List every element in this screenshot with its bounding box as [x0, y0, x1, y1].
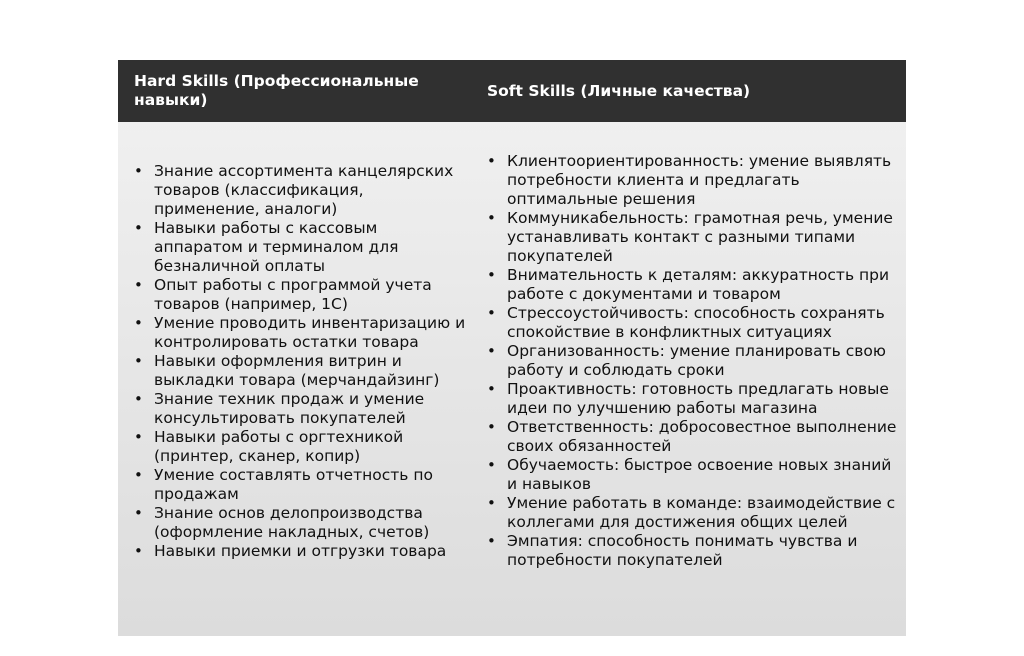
list-item	[134, 466, 470, 504]
list-item	[134, 352, 470, 390]
list-item-text: Внимательность к деталям: аккуратность при работе с документами и товаром	[507, 266, 890, 303]
list-item	[134, 390, 470, 428]
list-item-text: Навыки оформления витрин и выкладки товара (мерчандайзинг)	[154, 352, 440, 389]
bullet-icon: •	[487, 152, 496, 170]
list-item-text: Знание основ делопроизводства (оформление накладных, счетов)	[154, 504, 430, 541]
soft-skills-header: Soft Skills (Личные качества)	[487, 81, 751, 100]
hard-skills-list	[134, 162, 470, 561]
skills-table	[118, 60, 906, 636]
list-item	[487, 418, 899, 456]
bullet-icon: •	[134, 219, 143, 237]
list-item	[134, 219, 470, 276]
list-item-text: Стрессоустойчивость: способность сохранять спокойствие в конфликтных ситуациях	[507, 304, 885, 341]
bullet-icon: •	[134, 314, 143, 332]
list-item	[134, 276, 470, 314]
list-item-text: Коммуникабельность: грамотная речь, умение устанавливать контакт с разными типами покупателей	[507, 209, 893, 265]
list-item-text: Умение работать в команде: взаимодействие с коллегами для достижения общих целей	[507, 494, 896, 531]
bullet-icon: •	[487, 418, 496, 436]
bullet-icon: •	[134, 390, 143, 408]
list-item	[134, 504, 470, 542]
list-item-text: Знание техник продаж и умение консультировать покупателей	[154, 390, 425, 427]
bullet-icon: •	[134, 276, 143, 294]
bullet-icon: •	[487, 342, 496, 360]
bullet-icon: •	[487, 380, 496, 398]
bullet-icon: •	[487, 266, 496, 284]
list-item-text: Умение проводить инвентаризацию и контролировать остатки товара	[154, 314, 466, 351]
bullet-icon: •	[487, 532, 496, 550]
list-item-text: Клиентоориентированность: умение выявлять потребности клиента и предлагать оптимальные решения	[507, 152, 892, 208]
list-item	[487, 532, 899, 570]
bullet-icon: •	[134, 466, 143, 484]
list-item	[134, 542, 470, 561]
table-header	[118, 60, 906, 122]
list-item-text: Проактивность: готовность предлагать новые идеи по улучшению работы магазина	[507, 380, 889, 417]
hard-skills-header: Hard Skills (Профессиональные навыки)	[134, 72, 419, 109]
list-item-text: Знание ассортимента канцелярских товаров (классификация, применение, аналоги)	[154, 162, 454, 218]
list-item-text: Эмпатия: способность понимать чувства и потребности покупателей	[507, 532, 858, 569]
bullet-icon: •	[134, 162, 143, 180]
bullet-icon: •	[134, 542, 143, 560]
list-item-text: Навыки приемки и отгрузки товара	[154, 542, 447, 560]
list-item	[487, 209, 899, 266]
list-item	[134, 162, 470, 219]
bullet-icon: •	[134, 428, 143, 446]
list-item	[487, 304, 899, 342]
list-item-text: Обучаемость: быстрое освоение новых знаний и навыков	[507, 456, 892, 493]
list-item	[487, 342, 899, 380]
bullet-icon: •	[487, 494, 496, 512]
list-item	[487, 152, 899, 209]
list-item-text: Ответственность: добросовестное выполнение своих обязанностей	[507, 418, 897, 455]
list-item-text: Опыт работы с программой учета товаров (например, 1С)	[154, 276, 432, 313]
list-item	[134, 428, 470, 466]
bullet-icon: •	[487, 456, 496, 474]
bullet-icon: •	[487, 304, 496, 322]
list-item	[487, 380, 899, 418]
bullet-icon: •	[134, 352, 143, 370]
bullet-icon: •	[134, 504, 143, 522]
list-item	[487, 456, 899, 494]
list-item-text: Навыки работы с кассовым аппаратом и терминалом для безналичной оплаты	[154, 219, 399, 275]
bullet-icon: •	[487, 209, 496, 227]
soft-skills-list	[487, 152, 899, 570]
list-item	[487, 494, 899, 532]
list-item	[134, 314, 470, 352]
list-item-text: Организованность: умение планировать свою работу и соблюдать сроки	[507, 342, 886, 379]
list-item-text: Навыки работы с оргтехникой (принтер, сканер, копир)	[154, 428, 404, 465]
list-item	[487, 266, 899, 304]
list-item-text: Умение составлять отчетность по продажам	[154, 466, 433, 503]
